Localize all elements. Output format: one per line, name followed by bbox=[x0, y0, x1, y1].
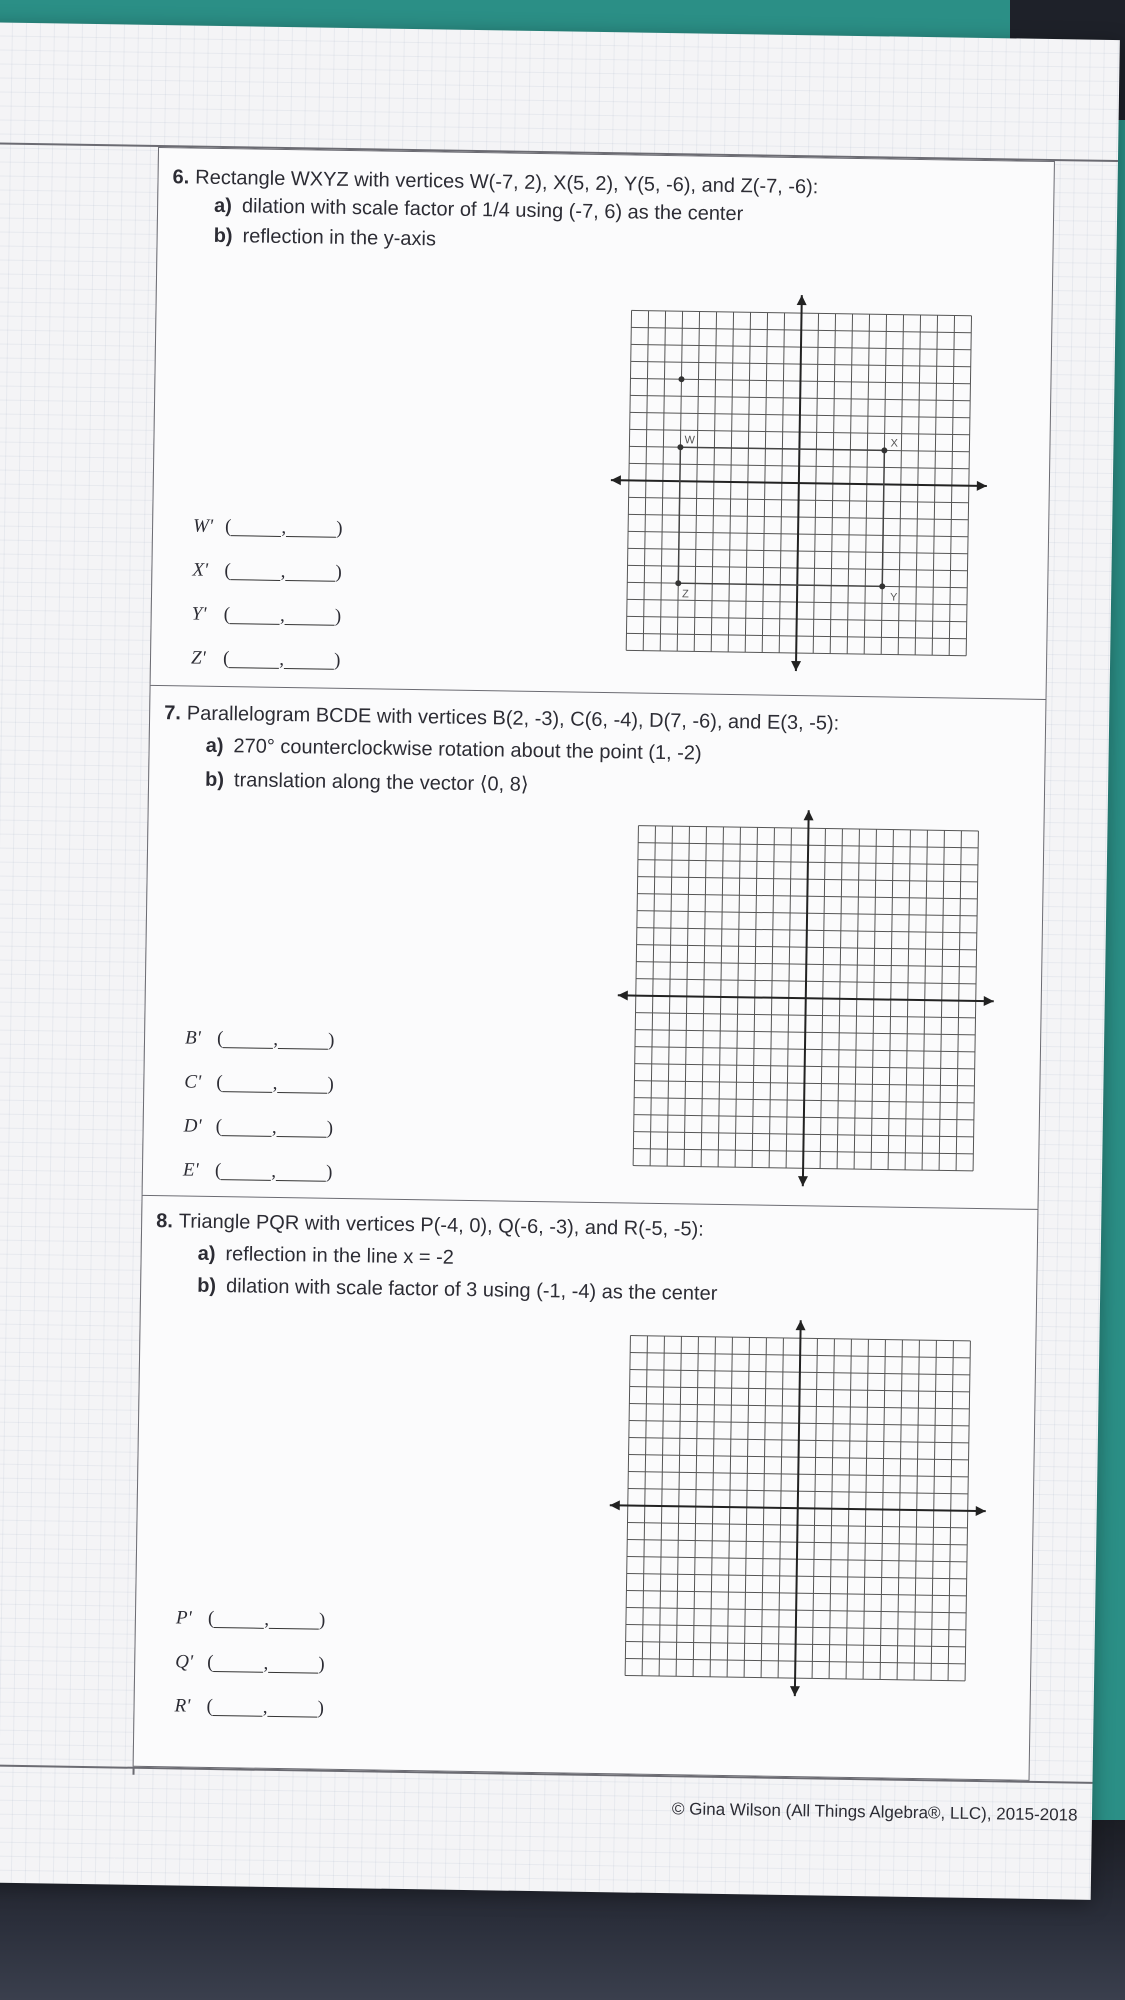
vertex-point bbox=[881, 447, 887, 453]
answer-comma: , bbox=[279, 648, 285, 671]
answer-comma: , bbox=[279, 604, 285, 627]
answer-comma: , bbox=[262, 1696, 268, 1718]
question-text: Parallelogram BCDE with vertices B(2, -3), C(6, -4), D(7, -6), and E(3, -5): bbox=[186, 702, 840, 735]
answer-label: D' bbox=[183, 1115, 202, 1137]
answer-blank[interactable] bbox=[223, 1031, 273, 1049]
coordinate-grid[interactable] bbox=[605, 1315, 991, 1701]
answer-blank[interactable] bbox=[231, 519, 281, 537]
answer-close: ) bbox=[325, 1161, 333, 1183]
arrow-right-icon bbox=[976, 1506, 986, 1516]
answer-line[interactable] bbox=[183, 1148, 333, 1194]
answer-open: ( bbox=[207, 1651, 214, 1674]
answer-open: ( bbox=[214, 1159, 222, 1182]
answer-close: ) bbox=[318, 1653, 325, 1675]
answer-label: Z' bbox=[190, 647, 206, 669]
vertex-point bbox=[675, 580, 681, 586]
answer-open: ( bbox=[216, 1072, 223, 1094]
copyright-footer: © Gina Wilson (All Things Algebra®, LLC), 2015-2018 bbox=[671, 1799, 1078, 1825]
part-text: 270° counterclockwise rotation about the point (1, -2) bbox=[233, 735, 702, 765]
answer-open: ( bbox=[222, 648, 230, 670]
arrow-up-icon bbox=[804, 810, 814, 820]
answer-comma: , bbox=[263, 1652, 269, 1674]
part-label: a) bbox=[205, 734, 224, 758]
answer-comma: , bbox=[281, 516, 287, 539]
answer-blank[interactable] bbox=[276, 1163, 326, 1181]
question-7-part-b bbox=[205, 767, 529, 797]
center-point bbox=[678, 376, 684, 382]
answer-label: E' bbox=[182, 1159, 199, 1181]
question-number: 7. bbox=[163, 702, 182, 725]
question-number: 6. bbox=[172, 166, 190, 189]
answer-open: ( bbox=[223, 604, 231, 626]
answer-comma: , bbox=[271, 1116, 277, 1138]
answer-open: ( bbox=[206, 1695, 214, 1718]
question-7-answers bbox=[183, 1017, 335, 1195]
answer-comma: , bbox=[271, 1160, 277, 1182]
part-text: reflection in the y-axis bbox=[242, 225, 437, 251]
answer-close: ) bbox=[317, 1697, 325, 1719]
answer-label: R' bbox=[174, 1695, 191, 1717]
answer-blank[interactable] bbox=[277, 1119, 327, 1137]
answer-close: ) bbox=[326, 1117, 334, 1139]
arrow-right-icon bbox=[984, 996, 994, 1006]
part-label: a) bbox=[213, 194, 233, 218]
answer-label: Q' bbox=[175, 1651, 194, 1673]
answer-comma: , bbox=[264, 1608, 270, 1630]
arrow-left-icon bbox=[610, 1500, 620, 1510]
answer-line[interactable] bbox=[184, 1061, 334, 1107]
worksheet-page bbox=[0, 22, 1120, 1900]
part-text: dilation with scale factor of 1/4 using (-7, 6) as the center bbox=[241, 195, 744, 226]
answer-label: B' bbox=[184, 1027, 201, 1049]
vertex-label: X bbox=[890, 437, 898, 450]
question-8-part-b bbox=[197, 1275, 718, 1306]
arrow-left-icon bbox=[618, 990, 628, 1000]
question-6-answers bbox=[191, 505, 343, 683]
part-label: b) bbox=[197, 1274, 217, 1298]
arrow-down-icon bbox=[790, 1686, 800, 1696]
question-6-part-b bbox=[213, 225, 436, 251]
answer-label: X' bbox=[192, 559, 209, 581]
coordinate-grid[interactable] bbox=[606, 290, 992, 676]
answer-blank[interactable] bbox=[269, 1611, 319, 1629]
answer-label: Y' bbox=[191, 603, 207, 625]
answer-close: ) bbox=[333, 649, 341, 671]
answer-blank[interactable] bbox=[285, 564, 335, 582]
arrow-down-icon bbox=[798, 1176, 808, 1186]
answer-blank[interactable] bbox=[268, 1655, 318, 1673]
answer-label: W' bbox=[192, 515, 214, 537]
answer-line[interactable] bbox=[193, 505, 343, 551]
answer-open: ( bbox=[224, 560, 231, 582]
answer-blank[interactable] bbox=[284, 652, 334, 670]
answer-blank[interactable] bbox=[213, 1655, 263, 1673]
answer-blank[interactable] bbox=[268, 1699, 318, 1717]
answer-blank[interactable] bbox=[222, 1119, 272, 1137]
answer-comma: , bbox=[272, 1072, 278, 1094]
vertex-label: Z bbox=[682, 588, 689, 601]
answer-blank[interactable] bbox=[231, 563, 281, 581]
question-7-panel bbox=[142, 685, 1047, 1211]
answer-comma: , bbox=[273, 1028, 279, 1050]
answer-close: ) bbox=[327, 1029, 335, 1051]
answer-label: P' bbox=[175, 1607, 192, 1629]
answer-blank[interactable] bbox=[214, 1611, 264, 1629]
question-6-title bbox=[172, 166, 818, 199]
answer-line[interactable] bbox=[183, 1104, 333, 1150]
answer-open: ( bbox=[207, 1607, 215, 1630]
vertex-label: W bbox=[684, 434, 696, 447]
arrow-left-icon bbox=[611, 475, 621, 485]
answer-open: ( bbox=[215, 1115, 223, 1138]
answer-line[interactable] bbox=[191, 593, 341, 639]
answer-blank[interactable] bbox=[230, 607, 280, 625]
answer-blank[interactable] bbox=[213, 1699, 263, 1717]
question-text: Rectangle WXYZ with vertices W(-7, 2), X(5, 2), Y(5, -6), and Z(-7, -6): bbox=[195, 166, 819, 199]
answer-line[interactable] bbox=[185, 1017, 335, 1063]
coordinate-grid[interactable] bbox=[613, 805, 999, 1191]
answer-comma: , bbox=[280, 560, 286, 583]
arrow-up-icon bbox=[797, 295, 807, 305]
question-8-title bbox=[156, 1210, 704, 1242]
answer-blank[interactable] bbox=[223, 1075, 273, 1093]
answer-line[interactable] bbox=[192, 549, 342, 595]
question-number: 8. bbox=[156, 1210, 174, 1233]
answer-blank[interactable] bbox=[285, 608, 335, 626]
part-text: reflection in the line x = -2 bbox=[225, 1243, 455, 1269]
question-7-part-a bbox=[205, 735, 701, 766]
question-8-part-a bbox=[197, 1243, 454, 1270]
answer-close: ) bbox=[318, 1609, 326, 1631]
answer-close: ) bbox=[327, 1073, 334, 1095]
vertex-label: Y bbox=[889, 591, 898, 604]
vertex-point bbox=[677, 444, 683, 450]
answer-blank[interactable] bbox=[221, 1163, 271, 1181]
question-8-panel bbox=[133, 1195, 1039, 1781]
answer-blank[interactable] bbox=[286, 520, 336, 538]
part-label: b) bbox=[213, 224, 233, 248]
answer-label: C' bbox=[184, 1071, 202, 1093]
question-7-title bbox=[164, 702, 839, 736]
part-text: dilation with scale factor of 3 using (-1, -4) as the center bbox=[225, 1275, 718, 1305]
answer-line[interactable] bbox=[176, 1596, 326, 1642]
answer-line[interactable] bbox=[174, 1684, 324, 1730]
answer-close: ) bbox=[336, 517, 343, 539]
vertex-point bbox=[879, 583, 885, 589]
part-text: translation along the vector ⟨0, 8⟩ bbox=[233, 769, 529, 796]
question-8-answers bbox=[174, 1596, 325, 1730]
answer-blank[interactable] bbox=[229, 651, 279, 669]
answer-close: ) bbox=[335, 561, 342, 583]
question-6-panel bbox=[150, 147, 1055, 703]
answer-close: ) bbox=[334, 605, 342, 627]
answer-open: ( bbox=[216, 1028, 224, 1050]
answer-line[interactable] bbox=[191, 637, 341, 683]
question-text: Triangle PQR with vertices P(-4, 0), Q(-6, -3), and R(-5, -5): bbox=[178, 1210, 704, 1241]
answer-blank[interactable] bbox=[278, 1031, 328, 1049]
question-6-part-a bbox=[214, 195, 743, 226]
arrow-down-icon bbox=[791, 661, 801, 671]
part-label: b) bbox=[204, 768, 225, 792]
arrow-up-icon bbox=[796, 1320, 806, 1330]
answer-blank[interactable] bbox=[277, 1075, 327, 1093]
answer-open: ( bbox=[224, 516, 232, 538]
arrow-right-icon bbox=[977, 481, 987, 491]
part-label: a) bbox=[197, 1242, 216, 1266]
answer-line[interactable] bbox=[175, 1640, 325, 1686]
